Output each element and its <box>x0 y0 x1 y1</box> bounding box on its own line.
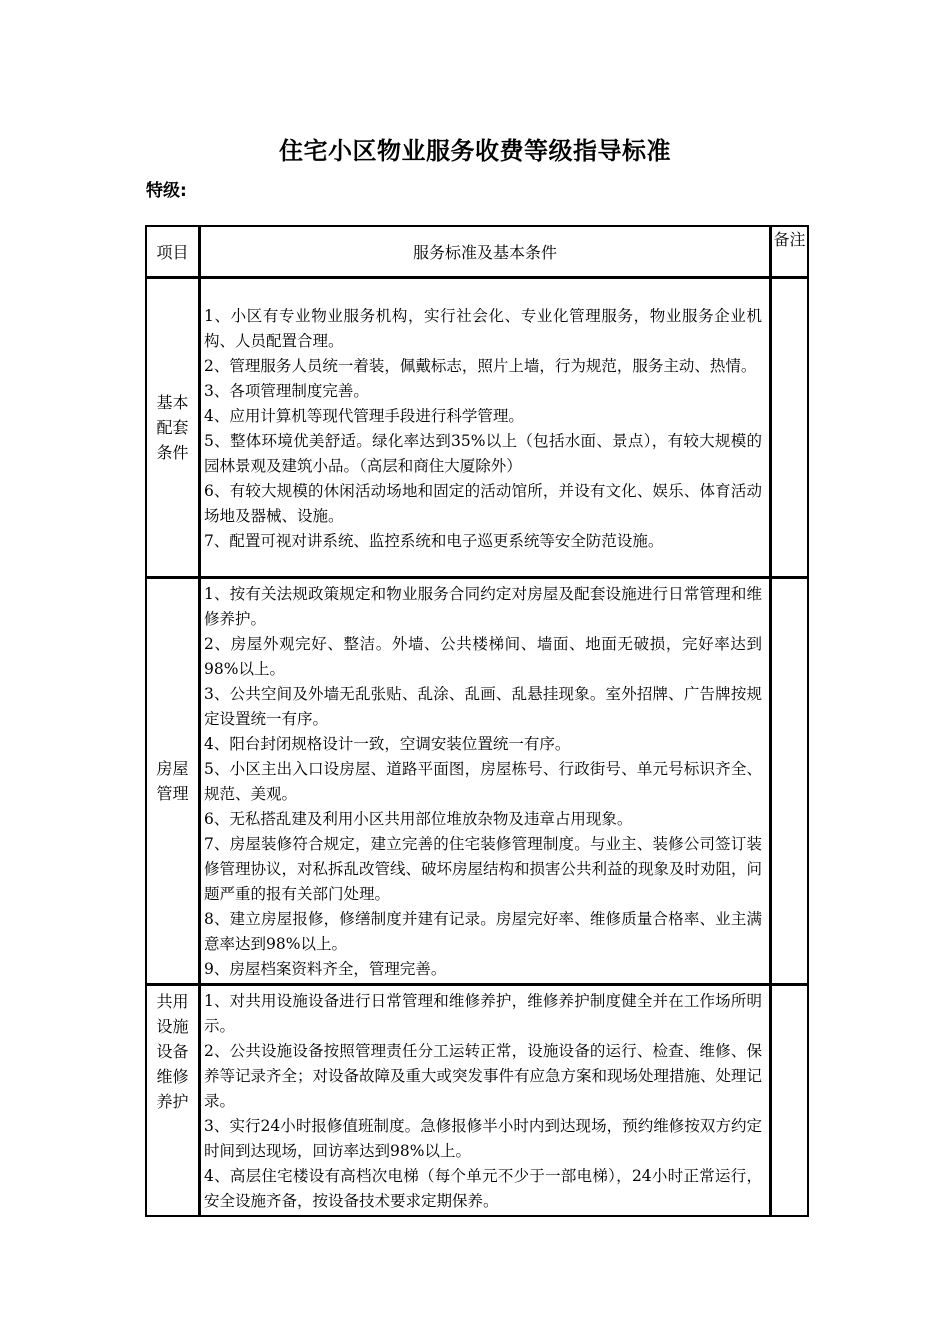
header-content: 服务标准及基本条件 <box>200 226 771 278</box>
standards-table <box>145 225 809 1217</box>
note-cell <box>771 578 809 985</box>
header-row <box>146 226 809 278</box>
content-cell <box>200 278 771 578</box>
list-item: 8、建立房屋报修，修缮制度并建有记录。房屋完好率、维修质量合格率、业主满意率达到98%以上。 <box>204 910 762 953</box>
list-item: 4、阳台封闭规格设计一致，空调安装位置统一有序。 <box>204 735 571 753</box>
category-cell: 基本配套条件 <box>146 278 200 578</box>
content-cell <box>200 985 771 1217</box>
list-item: 7、配置可视对讲系统、监控系统和电子巡更系统等安全防范设施。 <box>204 531 664 550</box>
content-cell <box>200 578 771 985</box>
header-item: 项目 <box>146 226 200 278</box>
note-cell <box>771 985 809 1217</box>
list-item: 6、无私搭乱建及利用小区共用部位堆放杂物及违章占用现象。 <box>204 810 633 828</box>
header-note: 备注 <box>771 226 809 278</box>
list-item: 6、有较大规模的休闲活动场地和固定的活动馆所，并设有文化、娱乐、体育活动场地及器械、设施。 <box>204 481 762 525</box>
grade-label: 特级: <box>146 181 187 201</box>
list-item: 9、房屋档案资料齐全，管理完善。 <box>204 960 447 978</box>
list-item: 2、管理服务人员统一着装，佩戴标志，照片上墙，行为规范，服务主动、热情。 <box>204 356 757 375</box>
list-item: 5、整体环境优美舒适。绿化率达到35%以上（包括水面、景点），有较大规模的园林景观及建筑小品。（高层和商住大厦除外） <box>204 431 762 475</box>
section-row <box>146 985 809 1217</box>
list-item: 1、小区有专业物业服务机构，实行社会化、专业化管理服务，物业服务企业机构、人员配置合理。 <box>204 306 762 350</box>
list-item: 3、公共空间及外墙无乱张贴、乱涂、乱画、乱悬挂现象。室外招牌、广告牌按规定设置统一有序。 <box>204 685 762 728</box>
list-item: 4、高层住宅楼设有高档次电梯（每个单元不少于一部电梯），24小时正常运行，安全设施齐备，按设备技术要求定期保养。 <box>204 1167 762 1210</box>
list-item: 1、按有关法规政策规定和物业服务合同约定对房屋及配套设施进行日常管理和维修养护。 <box>204 585 762 628</box>
section-row <box>146 578 809 985</box>
section-row <box>146 278 809 578</box>
list-item: 7、房屋装修符合规定，建立完善的住宅装修管理制度。与业主、装修公司签订装修管理协议，对私拆乱改管线、破坏房屋结构和损害公共利益的现象及时劝阻，问题严重的报有关部门处理。 <box>204 835 763 903</box>
list-item: 3、各项管理制度完善。 <box>204 381 369 400</box>
list-item: 2、房屋外观完好、整洁。外墙、公共楼梯间、墙面、地面无破损，完好率达到98%以上。 <box>204 635 762 678</box>
list-item: 4、应用计算机等现代管理手段进行科学管理。 <box>204 406 524 425</box>
note-cell <box>771 278 809 578</box>
category-cell: 房屋管理 <box>146 578 200 985</box>
list-item: 2、公共设施设备按照管理责任分工运转正常，设施设备的运行、检查、维修、保养等记录齐全；对设备故障及重大或突发事件有应急方案和现场处理措施、处理记录。 <box>204 1042 763 1110</box>
list-item: 1、对共用设施设备进行日常管理和维修养护，维修养护制度健全并在工作场所明示。 <box>204 992 762 1035</box>
category-cell: 共用设施设备维修养护 <box>146 985 200 1217</box>
list-item: 3、实行24小时报修值班制度。急修报修半小时内到达现场，预约维修按双方约定时间到达现场，回访率达到98%以上。 <box>204 1117 762 1160</box>
document-title: 住宅小区物业服务收费等级指导标准 <box>279 137 671 165</box>
list-item: 5、小区主出入口设房屋、道路平面图，房屋栋号、行政街号、单元号标识齐全、规范、美观。 <box>204 760 762 803</box>
